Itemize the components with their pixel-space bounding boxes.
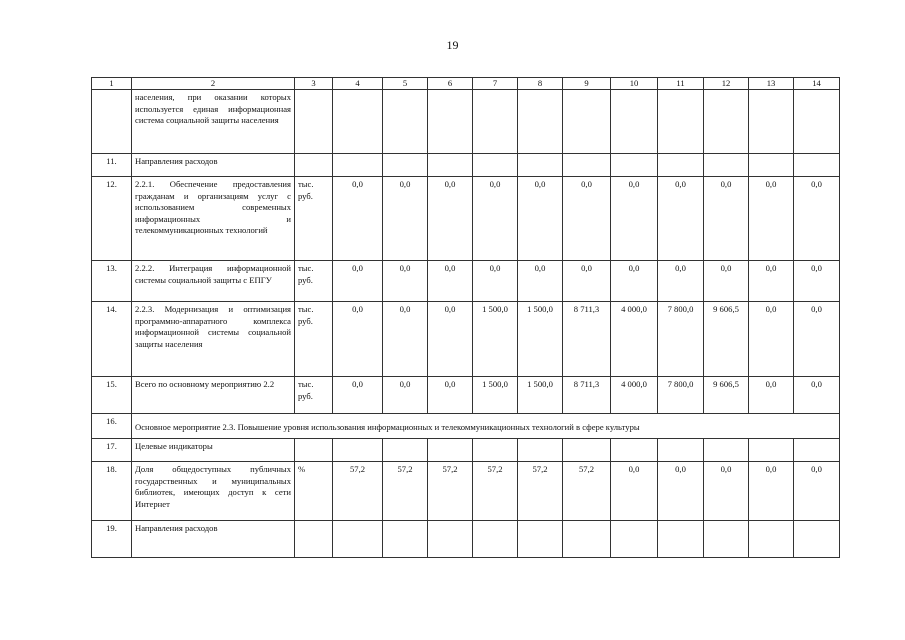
row-number: 19. <box>92 521 132 558</box>
table-row <box>92 302 840 377</box>
value-cell: 57,2 <box>518 462 563 521</box>
value-cell <box>518 154 563 177</box>
value-cell <box>518 90 563 154</box>
unit-cell: тыс. руб. <box>295 261 333 302</box>
column-header: 11 <box>658 78 704 90</box>
value-cell: 0,0 <box>383 377 428 414</box>
table-row <box>92 177 840 261</box>
value-cell: 0,0 <box>749 377 794 414</box>
value-cell: 1 500,0 <box>473 377 518 414</box>
budget-table <box>91 77 840 558</box>
value-cell: 9 606,5 <box>704 377 749 414</box>
value-cell <box>794 439 840 462</box>
column-header: 4 <box>333 78 383 90</box>
value-cell <box>794 90 840 154</box>
value-cell <box>704 521 749 558</box>
value-cell <box>518 521 563 558</box>
value-cell: 0,0 <box>518 261 563 302</box>
row-description: 2.2.1. Обеспечение предоставления гражданам и организациям услуг с использованием современных информационных и телекоммуникационных технологий <box>132 177 295 261</box>
column-header: 13 <box>749 78 794 90</box>
value-cell: 0,0 <box>383 261 428 302</box>
value-cell <box>563 90 611 154</box>
value-cell <box>428 439 473 462</box>
value-cell: 0,0 <box>383 177 428 261</box>
column-header: 3 <box>295 78 333 90</box>
row-description: 2.2.2. Интеграция информационной системы социальной защиты с ЕПГУ <box>132 261 295 302</box>
row-description: Направления расходов <box>132 521 295 558</box>
value-cell <box>611 154 658 177</box>
column-header: 14 <box>794 78 840 90</box>
unit-cell: тыс. руб. <box>295 377 333 414</box>
row-description: Доля общедоступных публичных государственных и муниципальных библиотек, имеющих доступ к сети Интернет <box>132 462 295 521</box>
value-cell: 0,0 <box>428 261 473 302</box>
value-cell: 0,0 <box>428 377 473 414</box>
value-cell <box>428 521 473 558</box>
value-cell <box>563 439 611 462</box>
value-cell: 0,0 <box>794 177 840 261</box>
value-cell <box>333 90 383 154</box>
table-row <box>92 90 840 154</box>
value-cell <box>794 521 840 558</box>
value-cell: 0,0 <box>658 177 704 261</box>
value-cell: 0,0 <box>794 261 840 302</box>
value-cell <box>749 439 794 462</box>
value-cell <box>611 90 658 154</box>
column-header: 9 <box>563 78 611 90</box>
value-cell: 0,0 <box>749 261 794 302</box>
unit-cell <box>295 439 333 462</box>
table-row <box>92 521 840 558</box>
value-cell: 0,0 <box>794 377 840 414</box>
value-cell: 57,2 <box>428 462 473 521</box>
column-header: 12 <box>704 78 749 90</box>
value-cell <box>383 154 428 177</box>
value-cell: 0,0 <box>704 177 749 261</box>
table-row <box>92 154 840 177</box>
value-cell: 0,0 <box>794 462 840 521</box>
unit-cell: тыс. руб. <box>295 177 333 261</box>
value-cell <box>383 439 428 462</box>
row-number: 17. <box>92 439 132 462</box>
value-cell <box>658 521 704 558</box>
table-row <box>92 439 840 462</box>
value-cell <box>794 154 840 177</box>
column-header: 7 <box>473 78 518 90</box>
value-cell: 7 800,0 <box>658 302 704 377</box>
value-cell: 0,0 <box>704 261 749 302</box>
value-cell: 0,0 <box>518 177 563 261</box>
value-cell <box>704 90 749 154</box>
value-cell <box>333 439 383 462</box>
unit-cell <box>295 154 333 177</box>
value-cell <box>611 439 658 462</box>
column-header: 1 <box>92 78 132 90</box>
section-title: Основное мероприятие 2.3. Повышение уровня использования информационных и телекоммуникационных технологий в сфере культуры <box>132 414 840 439</box>
column-header: 10 <box>611 78 658 90</box>
value-cell: 4 000,0 <box>611 302 658 377</box>
table-row <box>92 377 840 414</box>
value-cell <box>383 90 428 154</box>
value-cell <box>333 521 383 558</box>
value-cell: 7 800,0 <box>658 377 704 414</box>
unit-cell <box>295 521 333 558</box>
value-cell: 0,0 <box>611 462 658 521</box>
value-cell: 9 606,5 <box>704 302 749 377</box>
value-cell: 0,0 <box>794 302 840 377</box>
value-cell: 0,0 <box>749 302 794 377</box>
value-cell: 0,0 <box>749 462 794 521</box>
row-number: 12. <box>92 177 132 261</box>
value-cell: 0,0 <box>473 261 518 302</box>
value-cell <box>473 439 518 462</box>
value-cell: 0,0 <box>333 261 383 302</box>
value-cell: 1 500,0 <box>473 302 518 377</box>
table-row <box>92 462 840 521</box>
table-row <box>92 261 840 302</box>
row-description: населения, при оказании которых используется единая информационная система социальной защиты населения <box>132 90 295 154</box>
value-cell: 0,0 <box>563 177 611 261</box>
row-number: 15. <box>92 377 132 414</box>
value-cell <box>333 154 383 177</box>
value-cell: 0,0 <box>333 177 383 261</box>
row-description: Направления расходов <box>132 154 295 177</box>
value-cell: 8 711,3 <box>563 302 611 377</box>
row-number: 14. <box>92 302 132 377</box>
value-cell <box>749 521 794 558</box>
value-cell <box>749 90 794 154</box>
row-number <box>92 90 132 154</box>
row-number: 18. <box>92 462 132 521</box>
value-cell: 0,0 <box>428 302 473 377</box>
row-description: Всего по основному мероприятию 2.2 <box>132 377 295 414</box>
value-cell: 1 500,0 <box>518 377 563 414</box>
column-header: 2 <box>132 78 295 90</box>
column-header: 8 <box>518 78 563 90</box>
table-row <box>92 414 840 439</box>
row-number: 13. <box>92 261 132 302</box>
value-cell: 0,0 <box>658 462 704 521</box>
value-cell <box>473 521 518 558</box>
value-cell: 57,2 <box>473 462 518 521</box>
value-cell: 0,0 <box>563 261 611 302</box>
value-cell <box>704 154 749 177</box>
value-cell <box>749 154 794 177</box>
value-cell: 8 711,3 <box>563 377 611 414</box>
value-cell: 0,0 <box>658 261 704 302</box>
value-cell <box>704 439 749 462</box>
value-cell: 0,0 <box>611 177 658 261</box>
row-number: 11. <box>92 154 132 177</box>
value-cell <box>658 154 704 177</box>
column-header: 6 <box>428 78 473 90</box>
value-cell: 0,0 <box>383 302 428 377</box>
value-cell <box>383 521 428 558</box>
column-header: 5 <box>383 78 428 90</box>
value-cell <box>658 439 704 462</box>
value-cell: 0,0 <box>473 177 518 261</box>
value-cell: 0,0 <box>704 462 749 521</box>
value-cell: 4 000,0 <box>611 377 658 414</box>
value-cell: 57,2 <box>383 462 428 521</box>
value-cell <box>473 154 518 177</box>
unit-cell: тыс. руб. <box>295 302 333 377</box>
unit-cell <box>295 90 333 154</box>
value-cell <box>611 521 658 558</box>
value-cell <box>428 90 473 154</box>
value-cell: 0,0 <box>333 377 383 414</box>
value-cell: 57,2 <box>333 462 383 521</box>
page-number: 19 <box>446 38 459 52</box>
value-cell: 0,0 <box>749 177 794 261</box>
row-number: 16. <box>92 414 132 439</box>
row-description: 2.2.3. Модернизация и оптимизация программно-аппаратного комплекса информационной системы социальной защиты населения <box>132 302 295 377</box>
value-cell <box>658 90 704 154</box>
value-cell <box>563 521 611 558</box>
value-cell: 57,2 <box>563 462 611 521</box>
value-cell <box>428 154 473 177</box>
column-number-row <box>92 78 840 90</box>
unit-cell: % <box>295 462 333 521</box>
value-cell <box>473 90 518 154</box>
value-cell <box>563 154 611 177</box>
value-cell: 0,0 <box>428 177 473 261</box>
value-cell: 0,0 <box>333 302 383 377</box>
value-cell: 1 500,0 <box>518 302 563 377</box>
value-cell: 0,0 <box>611 261 658 302</box>
row-description: Целевые индикаторы <box>132 439 295 462</box>
value-cell <box>518 439 563 462</box>
